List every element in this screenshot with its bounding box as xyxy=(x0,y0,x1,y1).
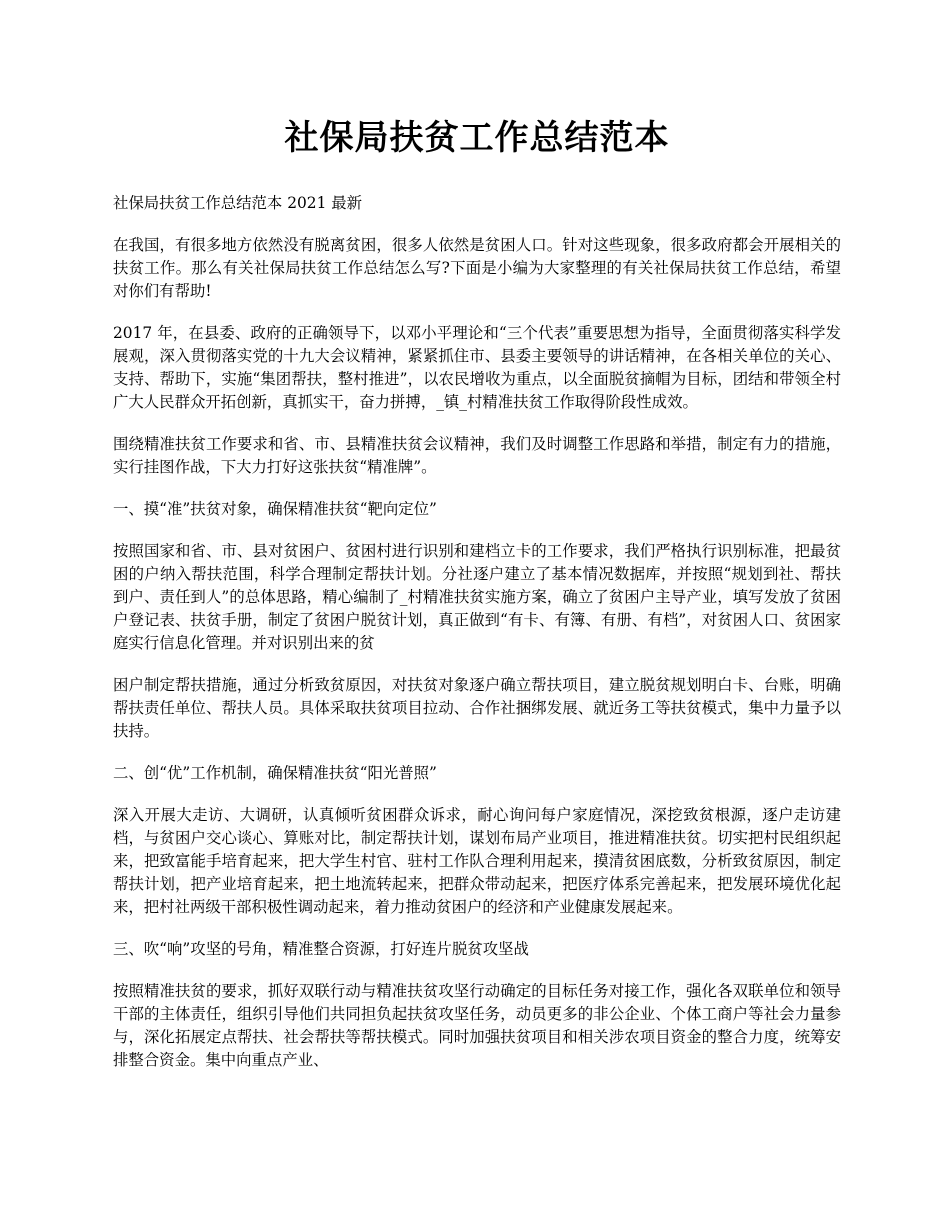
intro-paragraph: 在我国，有很多地方依然没有脱离贫困，很多人依然是贫困人口。针对这些现象，很多政府都会开展相关的扶贫工作。那么有关社保局扶贫工作总结怎么写?下面是小编为大家整理的有关社保局扶贫工作总结，希望对你们有帮助! xyxy=(113,236,841,300)
section-heading-3: 三、吹“响”攻坚的号角，精准整合资源，打好连片脱贫攻坚战 xyxy=(113,940,529,958)
section-heading-2: 二、创“优”工作机制，确保精准扶贫“阳光普照” xyxy=(113,764,437,782)
section-heading-1: 一、摸“准”扶贫对象，确保精准扶贫“靶向定位” xyxy=(113,500,437,518)
section-1-paragraph-2: 困户制定帮扶措施，通过分析致贫原因，对扶贫对象逐户确立帮扶项目，建立脱贫规划明白卡、台账，明确帮扶责任单位、帮扶人员。具体采取扶贫项目拉动、合作社捆绑发展、就近务工等扶贫模式，集中力量予以扶持。 xyxy=(113,676,841,740)
section-2-paragraph: 深入开展大走访、大调研，认真倾听贫困群众诉求，耐心询问每户家庭情况，深挖致贫根源，逐户走访建档，与贫困户交心谈心、算账对比，制定帮扶计划，谋划布局产业项目，推进精准扶贫。切实把村民组织起来，把致富能手培育起来，把大学生村官、驻村工作队合理利用起来，摸清贫困底数，分析致贫原因，制定帮扶计划，把产业培育起来，把土地流转起来，把群众带动起来，把医疗体系完善起来，把发展环境优化起来，把村社两级干部积极性调动起来，着力推动贫困户的经济和产业健康发展起来。 xyxy=(113,806,841,916)
document-title: 社保局扶贫工作总结范本 xyxy=(284,118,670,158)
strategy-paragraph: 围绕精准扶贫工作要求和省、市、县精准扶贫会议精神，我们及时调整工作思路和举措，制定有力的措施，实行挂图作战，下大力打好这张扶贫“精准牌”。 xyxy=(113,435,841,476)
section-1-paragraph-1: 按照国家和省、市、县对贫困户、贫困村进行识别和建档立卡的工作要求，我们严格执行识别标准，把最贫困的户纳入帮扶范围，科学合理制定帮扶计划。分社逐户建立了基本情况数据库，并按照“规划到社、帮扶到户、责任到人”的总体思路，精心编制了_村精准扶贫实施方案，确立了贫困户主导产业，填写发放了贫困户登记表、扶贫手册，制定了贫困户脱贫计划，真正做到“有卡、有簿、有册、有档”，对贫困人口、贫困家庭实行信息化管理。并对识别出来的贫 xyxy=(113,542,841,652)
section-3-paragraph: 按照精准扶贫的要求，抓好双联行动与精准扶贫攻坚行动确定的目标任务对接工作，强化各双联单位和领导干部的主体责任，组织引导他们共同担负起扶贫攻坚任务，动员更多的非公企业、个体工商户等社会力量参与，深化拓展定点帮扶、社会帮扶等帮扶模式。同时加强扶贫项目和相关涉农项目资金的整合力度，统筹安排整合资金。集中向重点产业、 xyxy=(113,982,841,1069)
document-page xyxy=(113,112,841,1091)
overview-paragraph: 2017 年，在县委、政府的正确领导下，以邓小平理论和“三个代表”重要思想为指导，全面贯彻落实科学发展观，深入贯彻落实党的十九大会议精神，紧紧抓住市、县委主要领导的讲话精神，在各相关单位的关心、支持、帮助下，实施“集团帮扶，整村推进”，以农民增收为重点，以全面脱贫摘帽为目标，团结和带领全村广大人民群众开拓创新，真抓实干，奋力拼搏，_镇_村精准扶贫工作取得阶段性成效。 xyxy=(113,324,841,411)
subtitle-line: 社保局扶贫工作总结范本 2021 最新 xyxy=(113,194,363,212)
